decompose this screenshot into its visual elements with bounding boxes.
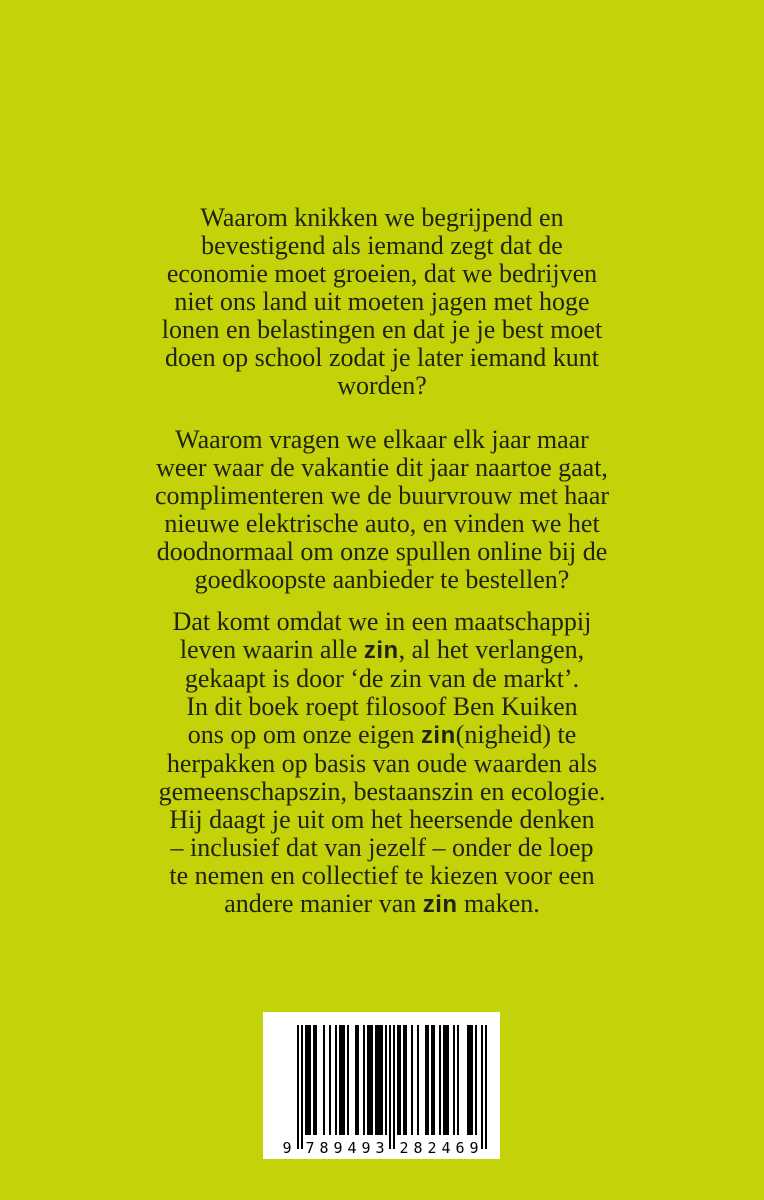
text-segment: herpakken op basis van oude waarden als	[166, 749, 598, 778]
text-segment: leven waarin alle	[179, 635, 364, 664]
text-segment: doen op school zodat je later iemand kunt	[165, 343, 599, 372]
text-line	[0, 693, 764, 721]
text-line	[0, 232, 764, 260]
text-line	[0, 204, 764, 232]
text-segment: goedkoopste aanbieder te bestellen?	[194, 565, 570, 594]
barcode-bars	[297, 1025, 487, 1149]
text-line	[0, 636, 764, 665]
text-segment: (nigheid) te	[455, 720, 577, 749]
text-segment: complimenteren we de buurvrouw met haar	[154, 481, 610, 510]
back-cover-text	[0, 204, 764, 919]
barcode-panel	[263, 1012, 500, 1159]
text-segment: gekaapt is door ‘de zin van de markt’.	[184, 664, 580, 693]
text-segment: niet ons land uit moeten jagen met hoge	[174, 287, 590, 316]
text-line	[0, 426, 764, 454]
text-line	[0, 721, 764, 750]
text-segment: – inclusief dat van jezelf – onder de loep	[170, 833, 594, 862]
svg-text:8: 8	[319, 1139, 329, 1157]
text-segment: , al het verlangen,	[398, 635, 585, 664]
text-line	[0, 778, 764, 806]
text-segment: Hij daagt je uit om het heersende denken	[169, 805, 595, 834]
text-segment: Waarom knikken we begrijpend en	[200, 203, 564, 232]
svg-text:9: 9	[333, 1139, 343, 1157]
svg-text:9: 9	[361, 1139, 371, 1157]
svg-text:4: 4	[347, 1139, 357, 1157]
ean13-barcode	[263, 1012, 500, 1159]
zin-emphasis: zin	[420, 722, 456, 749]
zin-emphasis: zin	[363, 637, 399, 664]
paragraph	[0, 426, 764, 594]
text-segment: Dat komt omdat we in een maatschappij	[172, 607, 592, 636]
text-segment: andere manier van	[224, 889, 423, 918]
text-line	[0, 344, 764, 372]
svg-text:7: 7	[305, 1139, 315, 1157]
svg-text:9: 9	[469, 1139, 479, 1157]
text-segment: economie moet groeien, dat we bedrijven	[166, 259, 598, 288]
text-line	[0, 372, 764, 400]
text-line	[0, 806, 764, 834]
text-line	[0, 288, 764, 316]
svg-text:2: 2	[427, 1139, 437, 1157]
text-line	[0, 890, 764, 919]
paragraph	[0, 204, 764, 400]
text-segment: ons op om onze eigen	[187, 720, 421, 749]
text-segment: nieuwe elektrische auto, en vinden we het	[164, 509, 600, 538]
text-segment: te nemen en collectief te kiezen voor een	[169, 861, 595, 890]
text-line	[0, 665, 764, 693]
text-segment: lonen en belastingen en dat je je best moet	[161, 315, 603, 344]
text-line	[0, 316, 764, 344]
svg-text:3: 3	[375, 1139, 385, 1157]
text-segment: doodnormaal om onze spullen online bij de	[156, 537, 608, 566]
text-segment: maken.	[457, 889, 540, 918]
text-line	[0, 454, 764, 482]
text-segment: Waarom vragen we elkaar elk jaar maar	[175, 425, 589, 454]
text-line	[0, 834, 764, 862]
text-line	[0, 482, 764, 510]
text-line	[0, 750, 764, 778]
barcode-digits	[282, 1139, 478, 1157]
text-line	[0, 608, 764, 636]
text-segment: weer waar de vakantie dit jaar naartoe gaat,	[156, 453, 608, 482]
text-line	[0, 566, 764, 594]
svg-text:8: 8	[413, 1139, 423, 1157]
text-line	[0, 538, 764, 566]
text-segment: worden?	[337, 371, 427, 400]
text-segment: gemeenschapszin, bestaanszin en ecologie.	[158, 777, 606, 806]
svg-text:6: 6	[455, 1139, 465, 1157]
text-line	[0, 260, 764, 288]
text-segment: In dit boek roept filosoof Ben Kuiken	[186, 692, 578, 721]
text-segment: bevestigend als iemand zegt dat de	[201, 231, 563, 260]
svg-text:2: 2	[399, 1139, 409, 1157]
svg-text:4: 4	[441, 1139, 451, 1157]
text-line	[0, 862, 764, 890]
zin-emphasis: zin	[422, 891, 458, 918]
text-line	[0, 510, 764, 538]
paragraph	[0, 608, 764, 919]
svg-text:9: 9	[282, 1139, 292, 1157]
